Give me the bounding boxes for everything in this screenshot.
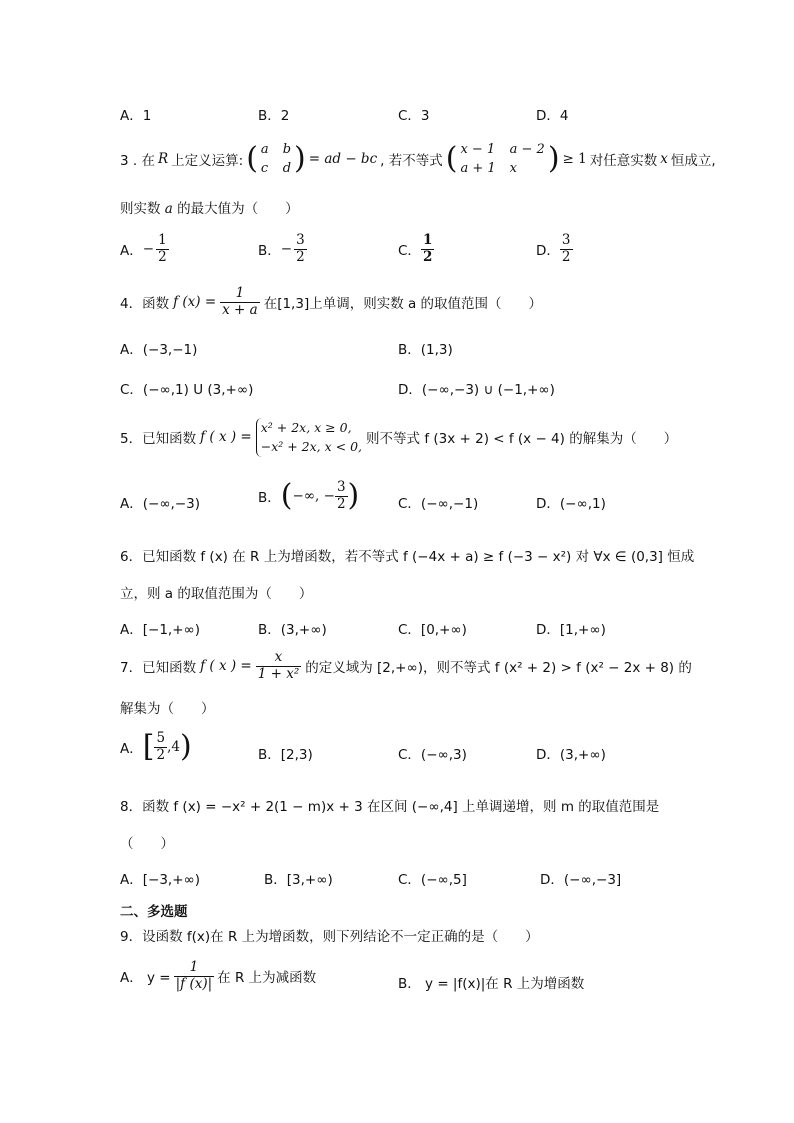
q3-option-d-den: 2 xyxy=(561,248,571,265)
q4-prefix: 4．函数 xyxy=(120,296,170,313)
q5-option-b xyxy=(258,480,359,512)
q3-text2: , 若不等式 xyxy=(380,153,443,169)
q7-option-d: D．(3,+∞) xyxy=(536,747,606,763)
q3-option-b-num: 3 xyxy=(296,232,305,248)
q4-num: 1 xyxy=(220,286,260,303)
q6-line2: 立，则 a 的取值范围为（ ） xyxy=(120,586,313,602)
q3-x: x xyxy=(660,151,668,167)
q7-option-a-tail: ,4 xyxy=(167,739,180,756)
q3-option-d-label: D． xyxy=(536,243,560,260)
q3-geq: ≥ 1 xyxy=(562,151,587,167)
q4-den: x + a xyxy=(222,301,258,318)
q3-option-b-den: 2 xyxy=(296,248,305,265)
q2-option-d: D．4 xyxy=(536,108,569,124)
q5-lhs: f ( x ) = xyxy=(200,429,252,446)
q8-option-d: D．(−∞,−3] xyxy=(540,872,622,888)
q5-option-b-left: −∞, − xyxy=(292,488,335,505)
q6-option-a: A．[−1,+∞) xyxy=(120,622,201,638)
q3-option-a-den: 2 xyxy=(158,248,167,265)
q3-option-c-label: C． xyxy=(398,243,421,260)
q3-matrix1-rparen: ) xyxy=(294,141,306,176)
q9-option-a-label: A． y = xyxy=(120,970,171,987)
q3-matrix2-rparen: ) xyxy=(547,141,560,176)
q6-line1: 6．已知函数 f (x) 在 R 上为增函数，若不等式 f (−4x + a) ≥ f (−3 − x²) 对 ∀x ∈ (0,3] 恒成 xyxy=(120,549,695,565)
q5-option-c: C．(−∞,−1) xyxy=(398,496,479,512)
q3-option-c-den: 2 xyxy=(422,248,433,265)
q3-option-d-num: 3 xyxy=(561,232,571,248)
q5-prefix: 5．已知函数 xyxy=(120,431,197,448)
q4-option-c: C．(−∞,1) U (3,+∞) xyxy=(120,382,254,398)
q4-lhs: f (x) = xyxy=(173,294,217,311)
q7-option-a-rparen: ) xyxy=(179,729,192,765)
q5-rest: 则不等式 f (3x + 2) < f (x − 4) 的解集为（ ） xyxy=(366,431,678,448)
q9-option-b: B． y = |f(x)|在 R 上为增函数 xyxy=(398,976,585,992)
q3-option-b-label: B． xyxy=(258,243,281,260)
q8-line1: 8．函数 f (x) = −x² + 2(1 − m)x + 3 在区间 (−∞,4] 上单调递增，则 m 的取值范围是 xyxy=(120,799,660,815)
q8-option-a: A．[−3,+∞) xyxy=(120,872,201,888)
q5-option-a: A．(−∞,−3) xyxy=(120,496,201,512)
q3-option-a-num: 1 xyxy=(158,232,167,248)
q3-r: R xyxy=(157,151,169,167)
q4-rest: 在[1,3]上单调，则实数 a 的取值范围（ ） xyxy=(263,296,543,313)
q3-m12: b xyxy=(282,142,292,157)
q7-lhs: f ( x ) = xyxy=(200,658,252,675)
q5-case2: −x² + 2x, x < 0, xyxy=(260,439,363,455)
q3-n22: x xyxy=(509,161,517,176)
q5-option-b-den: 2 xyxy=(336,495,346,512)
q7-stem xyxy=(120,650,692,682)
q4-option-d: D．(−∞,−3) ∪ (−1,+∞) xyxy=(398,382,555,398)
q8-option-b: B．[3,+∞) xyxy=(264,872,333,888)
q7-option-a-label: A． xyxy=(120,741,143,758)
q2-option-a: A．1 xyxy=(120,108,152,124)
q3-option-a xyxy=(120,233,169,265)
q3-option-c-num: 1 xyxy=(422,232,433,248)
q3-matrix2 xyxy=(460,142,544,176)
q5-option-b-rparen: ) xyxy=(347,478,360,514)
q7-option-a xyxy=(120,731,192,763)
q3-line2-b: 的最大值为（ ） xyxy=(177,201,299,217)
q7-option-a-num: 5 xyxy=(156,730,166,746)
q3-option-a-sign: − xyxy=(142,241,155,258)
q3-n11: x − 1 xyxy=(460,142,496,157)
q9-option-a-den: |f (x)| xyxy=(175,975,213,992)
q3-m11: a xyxy=(260,142,269,157)
q3-option-a-label: A． xyxy=(120,243,143,260)
q5-case1: x² + 2x, x ≥ 0, xyxy=(260,420,352,435)
q3-avar: a xyxy=(164,201,173,217)
q3-option-c xyxy=(398,233,434,265)
q5-stem xyxy=(120,418,677,457)
q3-option-b xyxy=(258,233,307,265)
q3-stem xyxy=(120,134,716,184)
q6-option-d: D．[1,+∞) xyxy=(536,622,606,638)
q5-option-b-num: 3 xyxy=(336,479,346,495)
q7-option-a-lbracket: [ xyxy=(142,729,155,765)
q3-matrix1-lparen: ( xyxy=(246,141,258,176)
q3-text3: 对任意实数 xyxy=(589,153,658,169)
q6-option-c: C．[0,+∞) xyxy=(398,622,467,638)
q7-prefix: 7．已知函数 xyxy=(120,660,197,677)
q5-option-d: D．(−∞,1) xyxy=(536,496,606,512)
q9-stem: 9．设函数 f(x)在 R 上为增函数，则下列结论不一定正确的是（ ） xyxy=(120,929,539,945)
q3-text1: 上定义运算: xyxy=(171,153,244,169)
q5-option-b-lparen: ( xyxy=(280,478,293,514)
q5-option-b-label: B． xyxy=(258,490,281,507)
q3-line2 xyxy=(120,197,299,217)
q9-option-a-tail: 在 R 上为减函数 xyxy=(217,970,317,987)
q2-option-c: C．3 xyxy=(398,108,430,124)
q3-matrix1 xyxy=(261,142,291,176)
q6-option-b: B．(3,+∞) xyxy=(258,622,327,638)
q4-stem xyxy=(120,286,542,318)
q3-m22: d xyxy=(282,161,292,176)
q3-eq: = ad − bc xyxy=(308,151,378,167)
q3-option-d xyxy=(536,233,573,265)
q3-prefix: 3 . 在 xyxy=(120,153,155,169)
q7-option-b: B．[2,3) xyxy=(258,747,313,763)
q7-line2: 解集为（ ） xyxy=(120,701,215,717)
q9-option-a-num: 1 xyxy=(174,960,215,977)
q3-m21: c xyxy=(260,161,269,176)
q3-n21: a + 1 xyxy=(460,161,496,176)
q3-n12: a − 2 xyxy=(509,142,545,157)
q9-option-a xyxy=(120,960,316,992)
q3-option-b-sign: − xyxy=(280,241,293,258)
q3-line2-a: 则实数 xyxy=(120,201,161,217)
q4-option-b: B．(1,3) xyxy=(398,342,453,358)
q7-num: x xyxy=(256,650,302,667)
q2-option-b: B．2 xyxy=(258,108,290,124)
q7-rest: 的定义域为 [2,+∞)，则不等式 f (x² + 2) > f (x² − 2x + 8) 的 xyxy=(305,660,692,677)
q7-den: 1 + x² xyxy=(257,665,300,682)
q5-piecewise xyxy=(256,418,362,457)
q4-option-a: A．(−3,−1) xyxy=(120,342,198,358)
q8-line2: （ ） xyxy=(120,836,174,852)
q7-option-c: C．(−∞,3) xyxy=(398,747,467,763)
section-title-multiple-choice: 二、多选题 xyxy=(120,904,188,920)
q3-matrix2-lparen: ( xyxy=(445,141,458,176)
q7-option-a-den: 2 xyxy=(156,746,166,763)
q3-text4: 恒成立, xyxy=(670,153,716,169)
q8-option-c: C．(−∞,5] xyxy=(398,872,467,888)
